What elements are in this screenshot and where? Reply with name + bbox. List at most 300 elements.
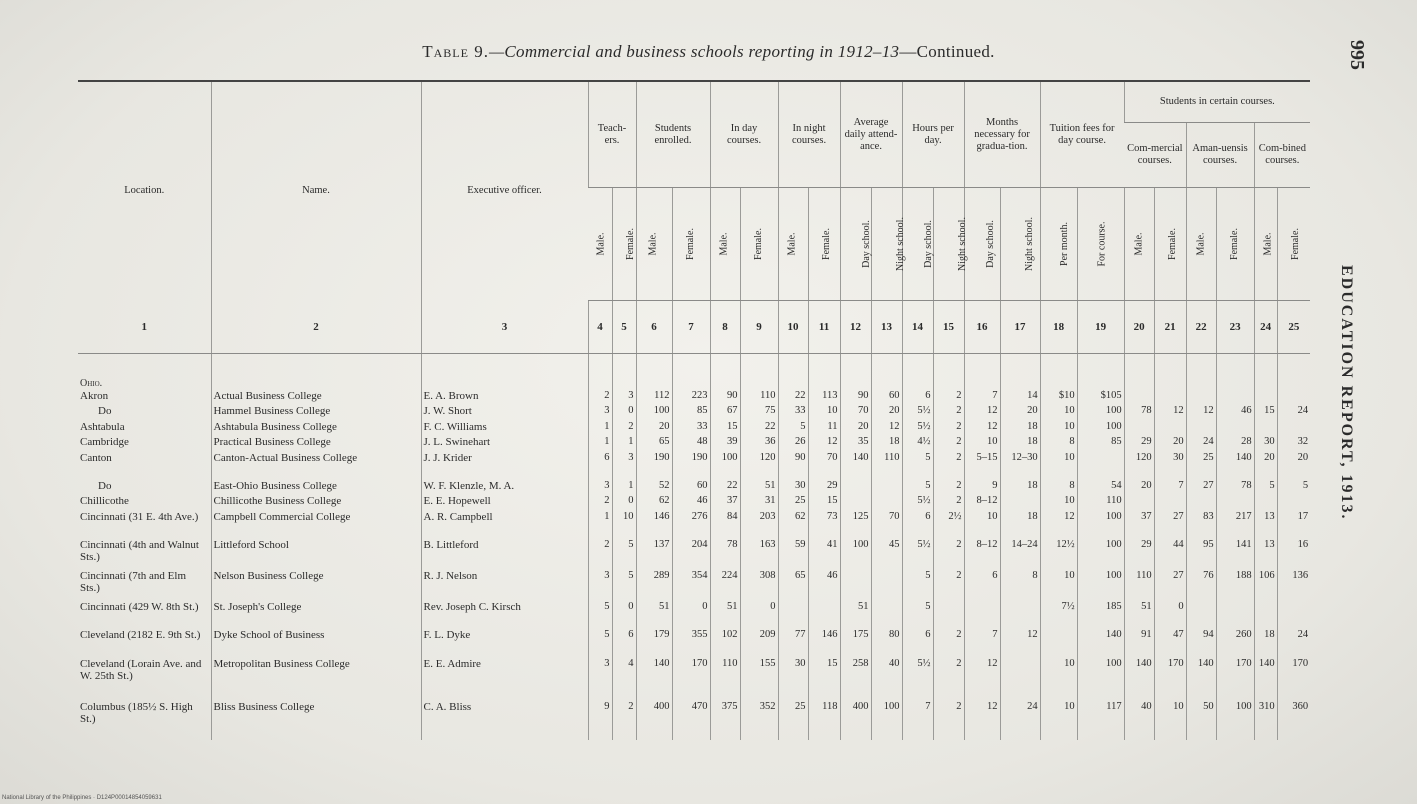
value-cell: 15 (808, 495, 840, 510)
scan-footer: National Library of the Philippines · D124P00014854059631 (2, 795, 162, 801)
value-cell: 27 (1186, 480, 1216, 495)
value-cell (871, 601, 902, 629)
value-cell (871, 570, 902, 601)
value-cell: 163 (740, 539, 778, 570)
location-cell: Cincinnati (7th and Elm Sts.) (80, 570, 187, 595)
column-number: 12 (840, 301, 871, 354)
value-cell: 470 (672, 701, 710, 740)
column-number: 16 (964, 301, 1000, 354)
value-cell: 2 (612, 701, 636, 740)
name-cell: East-Ohio Business College (211, 480, 421, 495)
sub-female: Female. (672, 188, 710, 301)
value-cell (1154, 495, 1186, 510)
table-row (78, 701, 1310, 740)
value-cell: 100 (840, 539, 871, 570)
value-cell (1216, 495, 1254, 510)
value-cell: 20 (1254, 452, 1277, 480)
value-cell: 260 (1216, 629, 1254, 657)
value-cell: 140 (1124, 658, 1154, 702)
value-cell: 29 (808, 480, 840, 495)
value-cell: 40 (1124, 701, 1154, 740)
value-cell: 4 (612, 658, 636, 702)
value-cell: 110 (1077, 495, 1124, 510)
value-cell (871, 495, 902, 510)
value-cell: 30 (778, 658, 808, 702)
value-cell: 100 (636, 405, 672, 420)
value-cell: 12 (871, 421, 902, 436)
name-cell: St. Joseph's College (211, 601, 421, 629)
value-cell: 102 (710, 629, 740, 657)
value-cell (840, 495, 871, 510)
executive-cell: B. Littleford (421, 539, 588, 570)
value-cell: 170 (1277, 658, 1310, 702)
value-cell (1254, 601, 1277, 629)
value-cell: 6 (902, 511, 933, 539)
value-cell: 0 (1154, 601, 1186, 629)
value-cell: 400 (840, 701, 871, 740)
table-row (78, 601, 1310, 629)
value-cell: 125 (840, 511, 871, 539)
value-cell: 10 (1040, 405, 1077, 420)
value-cell: 100 (1077, 405, 1124, 420)
value-cell: 25 (778, 495, 808, 510)
value-cell: 146 (808, 629, 840, 657)
value-cell: 95 (1186, 539, 1216, 570)
value-cell: 2 (588, 495, 612, 510)
executive-cell: F. L. Dyke (421, 629, 588, 657)
column-number: 7 (672, 301, 710, 354)
value-cell: 6 (612, 629, 636, 657)
value-cell: 51 (740, 480, 778, 495)
header-commercial: Com-mercial courses. (1124, 123, 1186, 188)
header-location: Location. (78, 81, 211, 301)
value-cell: 7 (902, 701, 933, 740)
column-number: 17 (1000, 301, 1040, 354)
table-row (78, 480, 1310, 495)
column-number-row (78, 301, 1310, 354)
value-cell: 59 (778, 539, 808, 570)
value-cell: 10 (808, 405, 840, 420)
value-cell: 12 (1040, 511, 1077, 539)
value-cell (933, 601, 964, 629)
value-cell: 2 (933, 629, 964, 657)
value-cell: 146 (636, 511, 672, 539)
column-number: 14 (902, 301, 933, 354)
executive-cell: J. W. Short (421, 405, 588, 420)
value-cell: 91 (1124, 629, 1154, 657)
value-cell: 73 (808, 511, 840, 539)
value-cell: 5 (588, 601, 612, 629)
value-cell: 50 (1186, 701, 1216, 740)
value-cell (1254, 390, 1277, 405)
value-cell: 1 (588, 436, 612, 451)
value-cell: 70 (840, 405, 871, 420)
value-cell: 8–12 (964, 539, 1000, 570)
value-cell: 32 (1277, 436, 1310, 451)
value-cell: 5½ (902, 495, 933, 510)
value-cell: 141 (1216, 539, 1254, 570)
value-cell: 2 (933, 658, 964, 702)
value-cell (1186, 421, 1216, 436)
value-cell: 2 (933, 421, 964, 436)
table-body (78, 301, 1310, 741)
value-cell: 2½ (933, 511, 964, 539)
table-row (78, 629, 1310, 657)
executive-cell: Rev. Joseph C. Kirsch (421, 601, 588, 629)
value-cell: 2 (933, 701, 964, 740)
column-number: 20 (1124, 301, 1154, 354)
value-cell: 17 (1277, 511, 1310, 539)
value-cell: 83 (1186, 511, 1216, 539)
sub-female: Female. (612, 188, 636, 301)
value-cell: 360 (1277, 701, 1310, 740)
value-cell: 2 (588, 539, 612, 570)
value-cell: 2 (933, 405, 964, 420)
value-cell: 276 (672, 511, 710, 539)
value-cell (1277, 421, 1310, 436)
executive-cell: E. A. Brown (421, 390, 588, 405)
value-cell: 4½ (902, 436, 933, 451)
value-cell: 31 (740, 495, 778, 510)
location-cell: Columbus (185½ S. High St.) (80, 701, 193, 726)
value-cell (1186, 390, 1216, 405)
value-cell: 140 (840, 452, 871, 480)
value-cell: 0 (612, 601, 636, 629)
header-night: In night courses. (778, 81, 840, 188)
value-cell (1216, 421, 1254, 436)
header-name: Name. (211, 81, 421, 301)
table-row (78, 511, 1310, 539)
value-cell: 18 (1000, 421, 1040, 436)
value-cell: 12 (964, 421, 1000, 436)
location-cell: Akron (80, 389, 109, 402)
column-number: 2 (211, 301, 421, 354)
value-cell: 26 (778, 436, 808, 451)
value-cell: 400 (636, 701, 672, 740)
value-cell: 140 (1186, 658, 1216, 702)
value-cell: 28 (1216, 436, 1254, 451)
value-cell: 120 (740, 452, 778, 480)
column-number: 10 (778, 301, 808, 354)
value-cell: 2 (933, 570, 964, 601)
value-cell: 60 (672, 480, 710, 495)
value-cell: 18 (871, 436, 902, 451)
value-cell: 110 (710, 658, 740, 702)
value-cell: 310 (1254, 701, 1277, 740)
column-number: 22 (1186, 301, 1216, 354)
value-cell: 7 (1154, 480, 1186, 495)
value-cell: 8 (1040, 436, 1077, 451)
value-cell (1000, 658, 1040, 702)
sub-female: Female. (740, 188, 778, 301)
value-cell: 15 (808, 658, 840, 702)
value-cell: 5 (902, 570, 933, 601)
value-cell: 2 (933, 480, 964, 495)
value-cell: 78 (710, 539, 740, 570)
value-cell: 3 (588, 405, 612, 420)
value-cell: 3 (612, 390, 636, 405)
sub-male: Male. (588, 188, 612, 301)
value-cell: 10 (964, 436, 1000, 451)
value-cell (1277, 601, 1310, 629)
sub-female: Female. (1154, 188, 1186, 301)
value-cell: 67 (710, 405, 740, 420)
value-cell (778, 601, 808, 629)
sub-male: Male. (710, 188, 740, 301)
value-cell: 10 (1040, 495, 1077, 510)
value-cell: 10 (964, 511, 1000, 539)
value-cell: 223 (672, 390, 710, 405)
value-cell: 1 (588, 511, 612, 539)
value-cell: 22 (740, 421, 778, 436)
value-cell: 15 (710, 421, 740, 436)
column-number: 6 (636, 301, 672, 354)
value-cell: 29 (1124, 539, 1154, 570)
value-cell: 12 (964, 405, 1000, 420)
value-cell: 7 (964, 629, 1000, 657)
value-cell: 5 (902, 480, 933, 495)
column-number: 21 (1154, 301, 1186, 354)
value-cell (1277, 495, 1310, 510)
sub-day-school: Day school. (902, 188, 933, 301)
value-cell: 8 (1000, 570, 1040, 601)
location-cell: Ashtabula (80, 420, 125, 433)
value-cell: 5½ (902, 405, 933, 420)
value-cell: 2 (933, 495, 964, 510)
column-number: 13 (871, 301, 902, 354)
value-cell: 5 (612, 539, 636, 570)
column-number: 1 (78, 301, 211, 354)
value-cell: 52 (636, 480, 672, 495)
value-cell: 25 (1186, 452, 1216, 480)
value-cell (1077, 452, 1124, 480)
name-cell: Littleford School (211, 539, 421, 570)
name-cell: Chillicothe Business College (211, 495, 421, 510)
value-cell: 106 (1254, 570, 1277, 601)
value-cell: 12½ (1040, 539, 1077, 570)
value-cell (840, 570, 871, 601)
sub-female: Female. (1216, 188, 1254, 301)
value-cell: 6 (902, 390, 933, 405)
value-cell: 41 (808, 539, 840, 570)
state-label: Ohio. (80, 377, 103, 389)
name-cell: Bliss Business College (211, 701, 421, 740)
value-cell: 10 (1040, 658, 1077, 702)
value-cell: 203 (740, 511, 778, 539)
running-head: EDUCATION REPORT, 1913. (1338, 265, 1355, 521)
value-cell: 352 (740, 701, 778, 740)
value-cell (964, 601, 1000, 629)
value-cell: 36 (740, 436, 778, 451)
value-cell: 140 (1216, 452, 1254, 480)
value-cell: 78 (1216, 480, 1254, 495)
value-cell: 20 (1124, 480, 1154, 495)
value-cell: 51 (710, 601, 740, 629)
value-cell: 85 (1077, 436, 1124, 451)
header-day: In day courses. (710, 81, 778, 188)
value-cell (808, 601, 840, 629)
value-cell: 5 (778, 421, 808, 436)
column-number: 19 (1077, 301, 1124, 354)
table-row (78, 539, 1310, 570)
value-cell: 20 (871, 405, 902, 420)
sub-male: Male. (1186, 188, 1216, 301)
value-cell: 179 (636, 629, 672, 657)
value-cell: 155 (740, 658, 778, 702)
sub-female: Female. (808, 188, 840, 301)
value-cell: 90 (840, 390, 871, 405)
value-cell: 6 (588, 452, 612, 480)
column-number: 15 (933, 301, 964, 354)
column-number: 24 (1254, 301, 1277, 354)
value-cell: 1 (588, 421, 612, 436)
value-cell: 140 (1254, 658, 1277, 702)
value-cell: 30 (1254, 436, 1277, 451)
value-cell: 24 (1000, 701, 1040, 740)
value-cell: $10 (1040, 390, 1077, 405)
value-cell (1000, 601, 1040, 629)
value-cell: 5 (588, 629, 612, 657)
value-cell: 85 (672, 405, 710, 420)
value-cell: 20 (636, 421, 672, 436)
location-cell: Cleveland (2182 E. 9th St.) (80, 629, 201, 642)
value-cell: 9 (588, 701, 612, 740)
table-row (78, 495, 1310, 510)
header-executive: Executive officer. (421, 81, 588, 301)
value-cell: 110 (740, 390, 778, 405)
column-number: 3 (421, 301, 588, 354)
value-cell: 60 (871, 390, 902, 405)
value-cell: 118 (808, 701, 840, 740)
name-cell: Ashtabula Business College (211, 421, 421, 436)
sub-per-month: Per month. (1040, 188, 1077, 301)
value-cell: 48 (672, 436, 710, 451)
value-cell: 24 (1277, 629, 1310, 657)
column-number: 8 (710, 301, 740, 354)
name-cell: Canton-Actual Business College (211, 452, 421, 480)
value-cell: 2 (588, 390, 612, 405)
value-cell: 5 (1254, 480, 1277, 495)
value-cell: 39 (710, 436, 740, 451)
value-cell: 5½ (902, 421, 933, 436)
table-row (78, 570, 1310, 601)
header-students: Students enrolled. (636, 81, 710, 188)
value-cell: 18 (1000, 511, 1040, 539)
value-cell: 22 (710, 480, 740, 495)
value-cell: 18 (1000, 436, 1040, 451)
sub-night-school: Night school. (871, 188, 902, 301)
name-cell: Practical Business College (211, 436, 421, 451)
value-cell: 2 (933, 452, 964, 480)
value-cell: 51 (636, 601, 672, 629)
value-cell: 10 (1040, 701, 1077, 740)
value-cell: 100 (1077, 511, 1124, 539)
value-cell: 8–12 (964, 495, 1000, 510)
table-row (78, 436, 1310, 451)
value-cell: 1 (612, 480, 636, 495)
sub-male: Male. (636, 188, 672, 301)
value-cell: 35 (840, 436, 871, 451)
value-cell (871, 480, 902, 495)
value-cell: 3 (588, 480, 612, 495)
value-cell: 33 (672, 421, 710, 436)
value-cell: 44 (1154, 539, 1186, 570)
value-cell: 20 (1154, 436, 1186, 451)
value-cell (1154, 421, 1186, 436)
value-cell: 5 (902, 452, 933, 480)
title-suffix: —Continued. (899, 42, 995, 61)
value-cell: 30 (1154, 452, 1186, 480)
value-cell: 1 (612, 436, 636, 451)
sub-day-school: Day school. (964, 188, 1000, 301)
value-cell (1277, 390, 1310, 405)
value-cell: 209 (740, 629, 778, 657)
name-cell: Campbell Commercial College (211, 511, 421, 539)
value-cell: 100 (1077, 421, 1124, 436)
value-cell: 18 (1000, 480, 1040, 495)
value-cell: 5½ (902, 539, 933, 570)
value-cell: 45 (871, 539, 902, 570)
value-cell: 137 (636, 539, 672, 570)
value-cell: 94 (1186, 629, 1216, 657)
value-cell: 7½ (1040, 601, 1077, 629)
header-attendance: Average daily attend-ance. (840, 81, 902, 188)
title-prefix: Table 9. (422, 42, 489, 61)
value-cell: 20 (1000, 405, 1040, 420)
value-cell: 2 (933, 436, 964, 451)
location-cell: Canton (80, 451, 112, 464)
value-cell: 62 (778, 511, 808, 539)
value-cell: 3 (612, 452, 636, 480)
value-cell: 0 (672, 601, 710, 629)
value-cell: 8 (1040, 480, 1077, 495)
value-cell: 185 (1077, 601, 1124, 629)
table-row (78, 658, 1310, 702)
value-cell: 12 (1154, 405, 1186, 420)
column-number: 11 (808, 301, 840, 354)
value-cell: 10 (612, 511, 636, 539)
value-cell: 11 (808, 421, 840, 436)
executive-cell: W. F. Klenzle, M. A. (421, 480, 588, 495)
value-cell (1186, 601, 1216, 629)
value-cell: 6 (964, 570, 1000, 601)
value-cell: 112 (636, 390, 672, 405)
value-cell: 258 (840, 658, 871, 702)
sub-male: Male. (1254, 188, 1277, 301)
value-cell: 18 (1254, 629, 1277, 657)
value-cell: 224 (710, 570, 740, 601)
value-cell: 90 (778, 452, 808, 480)
value-cell: 10 (1040, 570, 1077, 601)
value-cell (1254, 495, 1277, 510)
value-cell (1040, 629, 1077, 657)
value-cell: 10 (1154, 701, 1186, 740)
executive-cell: E. E. Admire (421, 658, 588, 702)
value-cell: 170 (1216, 658, 1254, 702)
sub-night-school: Night school. (933, 188, 964, 301)
value-cell: 170 (1154, 658, 1186, 702)
value-cell (1124, 390, 1154, 405)
sub-day-school: Day school. (840, 188, 871, 301)
value-cell: 90 (710, 390, 740, 405)
header-months: Months necessary for gradua-tion. (964, 81, 1040, 188)
executive-cell: C. A. Bliss (421, 701, 588, 740)
value-cell: 14 (1000, 390, 1040, 405)
location-cell: Cincinnati (4th and Walnut Sts.) (80, 539, 199, 564)
value-cell: 100 (871, 701, 902, 740)
value-cell: 204 (672, 539, 710, 570)
sub-male: Male. (1124, 188, 1154, 301)
